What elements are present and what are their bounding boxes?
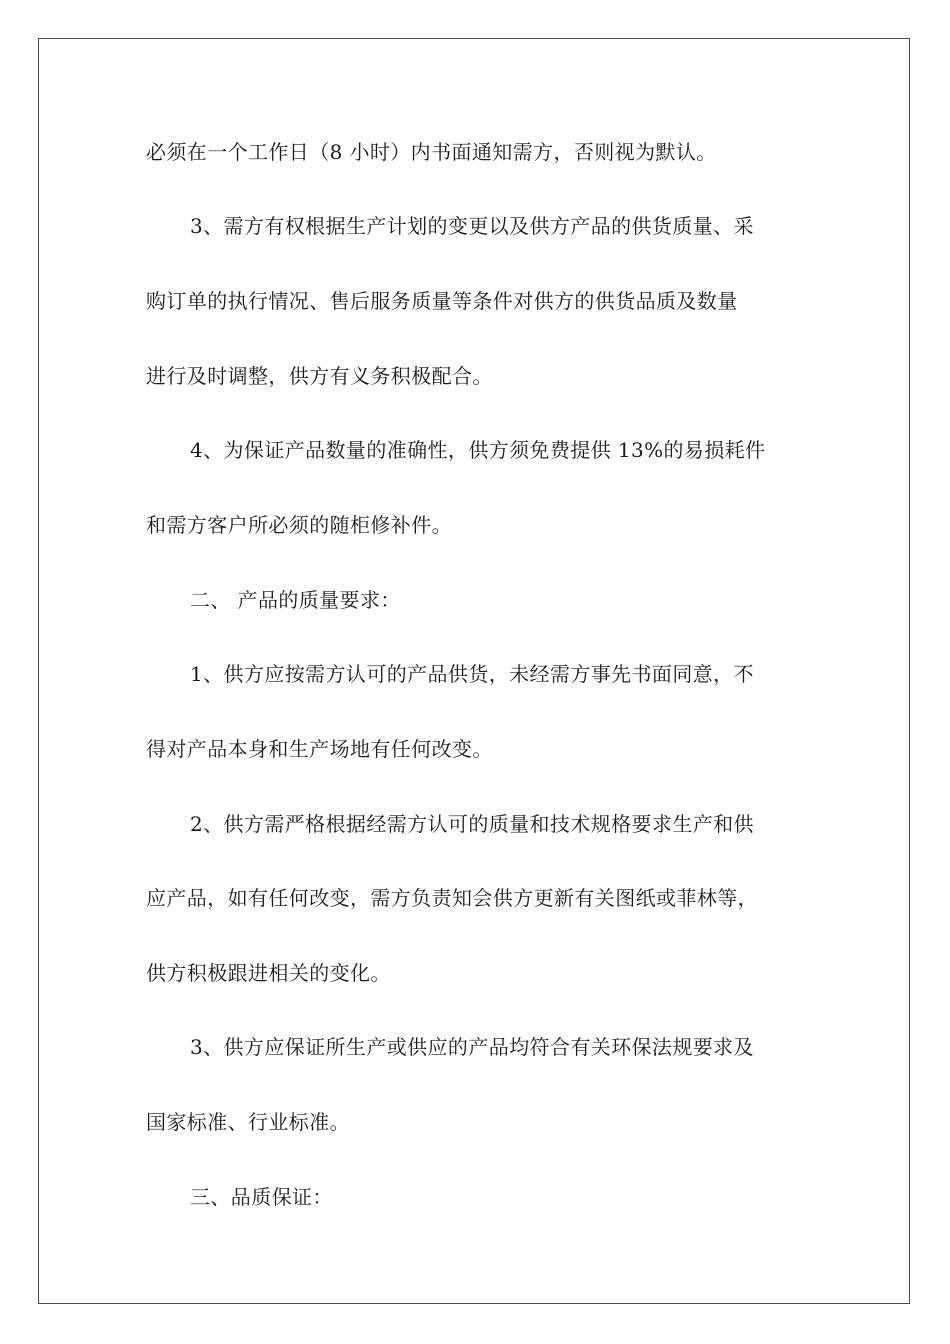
text-line: 应产品，如有任何改变，需方负责知会供方更新有关图纸或菲林等，: [146, 886, 758, 910]
paragraph-3-line-1: 3、需方有权根据生产计划的变更以及供方产品的供货质量、采: [190, 214, 754, 238]
text-line: 进行及时调整，供方有义务积极配合。: [146, 364, 493, 388]
text-line: 和需方客户所必须的随柜修补件。: [146, 513, 452, 537]
text-line: 供方积极跟进相关的变化。: [146, 961, 391, 985]
section-heading-3: 三、品质保证：: [190, 1185, 333, 1209]
paragraph-4-line-1: 4、为保证产品数量的准确性，供方须免费提供 13%的易损耗件: [190, 438, 766, 462]
paragraph-1-line-1: 1、供方应按需方认可的产品供货，未经需方事先书面同意，不: [190, 662, 754, 686]
paragraph-3b-line-1: 3、供方应保证所生产或供应的产品均符合有关环保法规要求及: [190, 1035, 754, 1059]
text-line: 得对产品本身和生产场地有任何改变。: [146, 737, 493, 761]
text-line: 购订单的执行情况、售后服务质量等条件对供方的供货品质及数量: [146, 289, 738, 313]
text-line: 国家标准、行业标准。: [146, 1110, 350, 1134]
section-heading-2: 二、 产品的质量要求：: [190, 588, 401, 612]
paragraph-2-line-1: 2、供方需严格根据经需方认可的质量和技术规格要求生产和供: [190, 812, 754, 836]
text-line: 必须在一个工作日（8 小时）内书面通知需方，否则视为默认。: [146, 140, 717, 164]
